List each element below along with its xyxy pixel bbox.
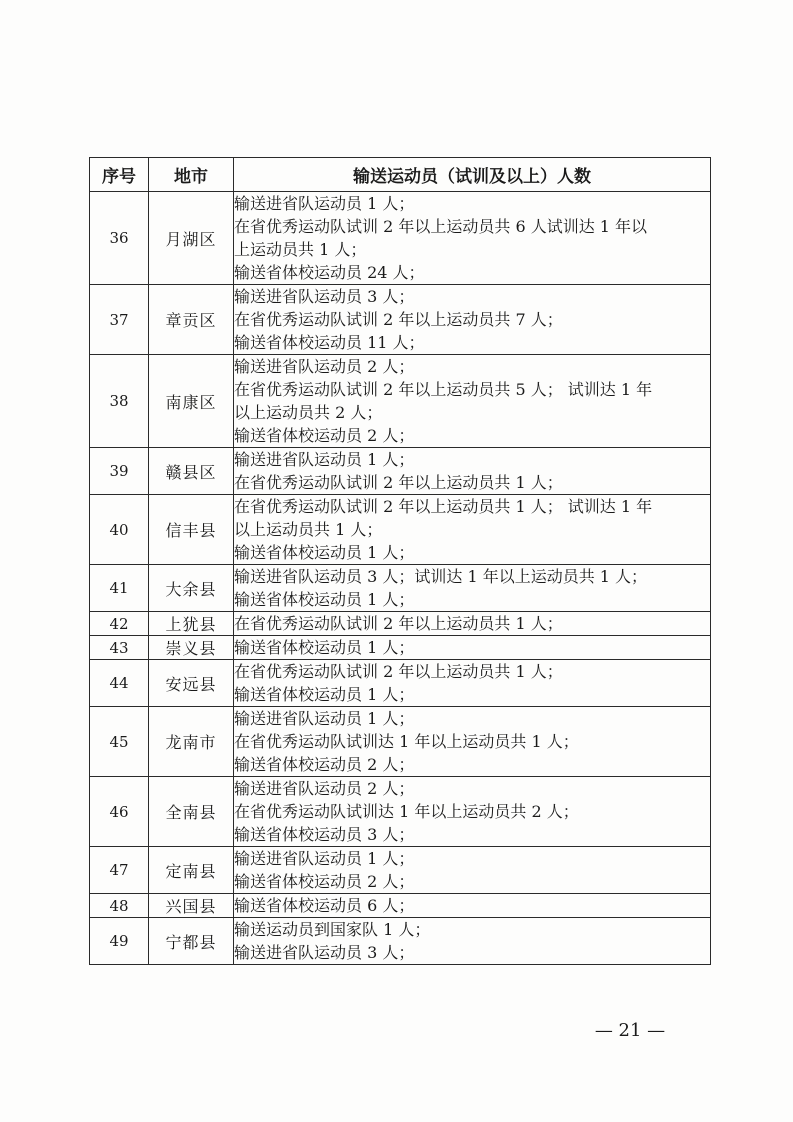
athlete-description xyxy=(234,847,711,894)
athlete-description xyxy=(234,660,711,707)
description-line: 输送省体校运动员 2 人； xyxy=(234,426,415,445)
row-number: 38 xyxy=(90,355,149,448)
description-line: 在省优秀运动队试训 2 年以上运动员共 1 人； 试训达 1 年 xyxy=(234,497,653,516)
row-number: 48 xyxy=(90,894,149,918)
table-body xyxy=(90,192,711,965)
description-line: 在省优秀运动队试训达 1 年以上运动员共 2 人； xyxy=(234,802,579,821)
athlete-table xyxy=(89,157,711,965)
description-line: 输送进省队运动员 1 人； xyxy=(234,450,415,469)
description-line: 输送进省队运动员 1 人； xyxy=(234,709,415,728)
table-row xyxy=(90,660,711,707)
description-line: 上运动员共 1 人； xyxy=(234,240,367,259)
city-name: 崇义县 xyxy=(149,636,234,660)
description-line: 输送省体校运动员 3 人； xyxy=(234,825,415,844)
city-name: 月湖区 xyxy=(149,192,234,285)
table-row xyxy=(90,707,711,777)
row-number: 47 xyxy=(90,847,149,894)
row-number: 41 xyxy=(90,565,149,612)
description-line: 输送进省队运动员 2 人； xyxy=(234,779,415,798)
description-line: 以上运动员共 2 人； xyxy=(234,403,383,422)
table-row xyxy=(90,777,711,847)
city-name: 全南县 xyxy=(149,777,234,847)
description-line: 输送省体校运动员 24 人； xyxy=(234,263,425,282)
row-number: 36 xyxy=(90,192,149,285)
row-number: 40 xyxy=(90,495,149,565)
description-line: 在省优秀运动队试训 2 年以上运动员共 1 人； xyxy=(234,614,563,633)
description-line: 输送进省队运动员 3 人； xyxy=(234,287,415,306)
athlete-description xyxy=(234,777,711,847)
row-number: 46 xyxy=(90,777,149,847)
description-line: 在省优秀运动队试训 2 年以上运动员共 5 人； 试训达 1 年 xyxy=(234,380,653,399)
athlete-description xyxy=(234,707,711,777)
row-number: 42 xyxy=(90,612,149,636)
table-row xyxy=(90,495,711,565)
table-header-row xyxy=(90,158,711,192)
table-row xyxy=(90,565,711,612)
table-row xyxy=(90,612,711,636)
athlete-description xyxy=(234,918,711,965)
city-name: 大余县 xyxy=(149,565,234,612)
city-name: 龙南市 xyxy=(149,707,234,777)
city-name: 信丰县 xyxy=(149,495,234,565)
description-line: 以上运动员共 1 人； xyxy=(234,520,383,539)
table-row xyxy=(90,847,711,894)
header-desc: 输送运动员（试训及以上）人数 xyxy=(234,158,711,192)
description-line: 输送进省队运动员 2 人； xyxy=(234,357,415,376)
description-line: 输送省体校运动员 1 人； xyxy=(234,590,415,609)
description-line: 输送省体校运动员 2 人； xyxy=(234,755,415,774)
description-line: 输送省体校运动员 11 人； xyxy=(234,333,425,352)
city-name: 上犹县 xyxy=(149,612,234,636)
row-number: 44 xyxy=(90,660,149,707)
city-name: 安远县 xyxy=(149,660,234,707)
athlete-description xyxy=(234,894,711,918)
description-line: 输送省体校运动员 1 人； xyxy=(234,685,415,704)
description-line: 输送进省队运动员 3 人； xyxy=(234,943,415,962)
city-name: 赣县区 xyxy=(149,448,234,495)
description-line: 在省优秀运动队试训达 1 年以上运动员共 1 人； xyxy=(234,732,579,751)
description-line: 输送省体校运动员 1 人； xyxy=(234,543,415,562)
athlete-description xyxy=(234,355,711,448)
city-name: 章贡区 xyxy=(149,285,234,355)
description-line: 输送进省队运动员 1 人； xyxy=(234,194,415,213)
table-row xyxy=(90,285,711,355)
description-line: 输送省体校运动员 2 人； xyxy=(234,872,415,891)
description-line: 在省优秀运动队试训 2 年以上运动员共 1 人； xyxy=(234,473,563,492)
city-name: 兴国县 xyxy=(149,894,234,918)
city-name: 南康区 xyxy=(149,355,234,448)
table-row xyxy=(90,636,711,660)
table-row xyxy=(90,894,711,918)
athlete-description xyxy=(234,612,711,636)
description-line: 输送进省队运动员 3 人；试训达 1 年以上运动员共 1 人； xyxy=(234,567,648,586)
athlete-description xyxy=(234,565,711,612)
table-row xyxy=(90,355,711,448)
row-number: 39 xyxy=(90,448,149,495)
description-line: 在省优秀运动队试训 2 年以上运动员共 1 人； xyxy=(234,662,563,681)
row-number: 37 xyxy=(90,285,149,355)
city-name: 定南县 xyxy=(149,847,234,894)
header-no: 序号 xyxy=(90,158,149,192)
description-line: 在省优秀运动队试训 2 年以上运动员共 7 人； xyxy=(234,310,563,329)
description-line: 输送省体校运动员 6 人； xyxy=(234,896,415,915)
row-number: 49 xyxy=(90,918,149,965)
description-line: 输送省体校运动员 1 人； xyxy=(234,638,415,657)
header-city: 地市 xyxy=(149,158,234,192)
row-number: 43 xyxy=(90,636,149,660)
row-number: 45 xyxy=(90,707,149,777)
table-row xyxy=(90,448,711,495)
city-name: 宁都县 xyxy=(149,918,234,965)
athlete-description xyxy=(234,285,711,355)
athlete-description xyxy=(234,636,711,660)
page-number: — 21 — xyxy=(594,1020,666,1041)
athlete-description xyxy=(234,448,711,495)
description-line: 在省优秀运动队试训 2 年以上运动员共 6 人试训达 1 年以 xyxy=(234,217,648,236)
athlete-description xyxy=(234,192,711,285)
table-row xyxy=(90,918,711,965)
description-line: 输送进省队运动员 1 人； xyxy=(234,849,415,868)
table-row xyxy=(90,192,711,285)
athlete-description xyxy=(234,495,711,565)
description-line: 输送运动员到国家队 1 人； xyxy=(234,920,431,939)
